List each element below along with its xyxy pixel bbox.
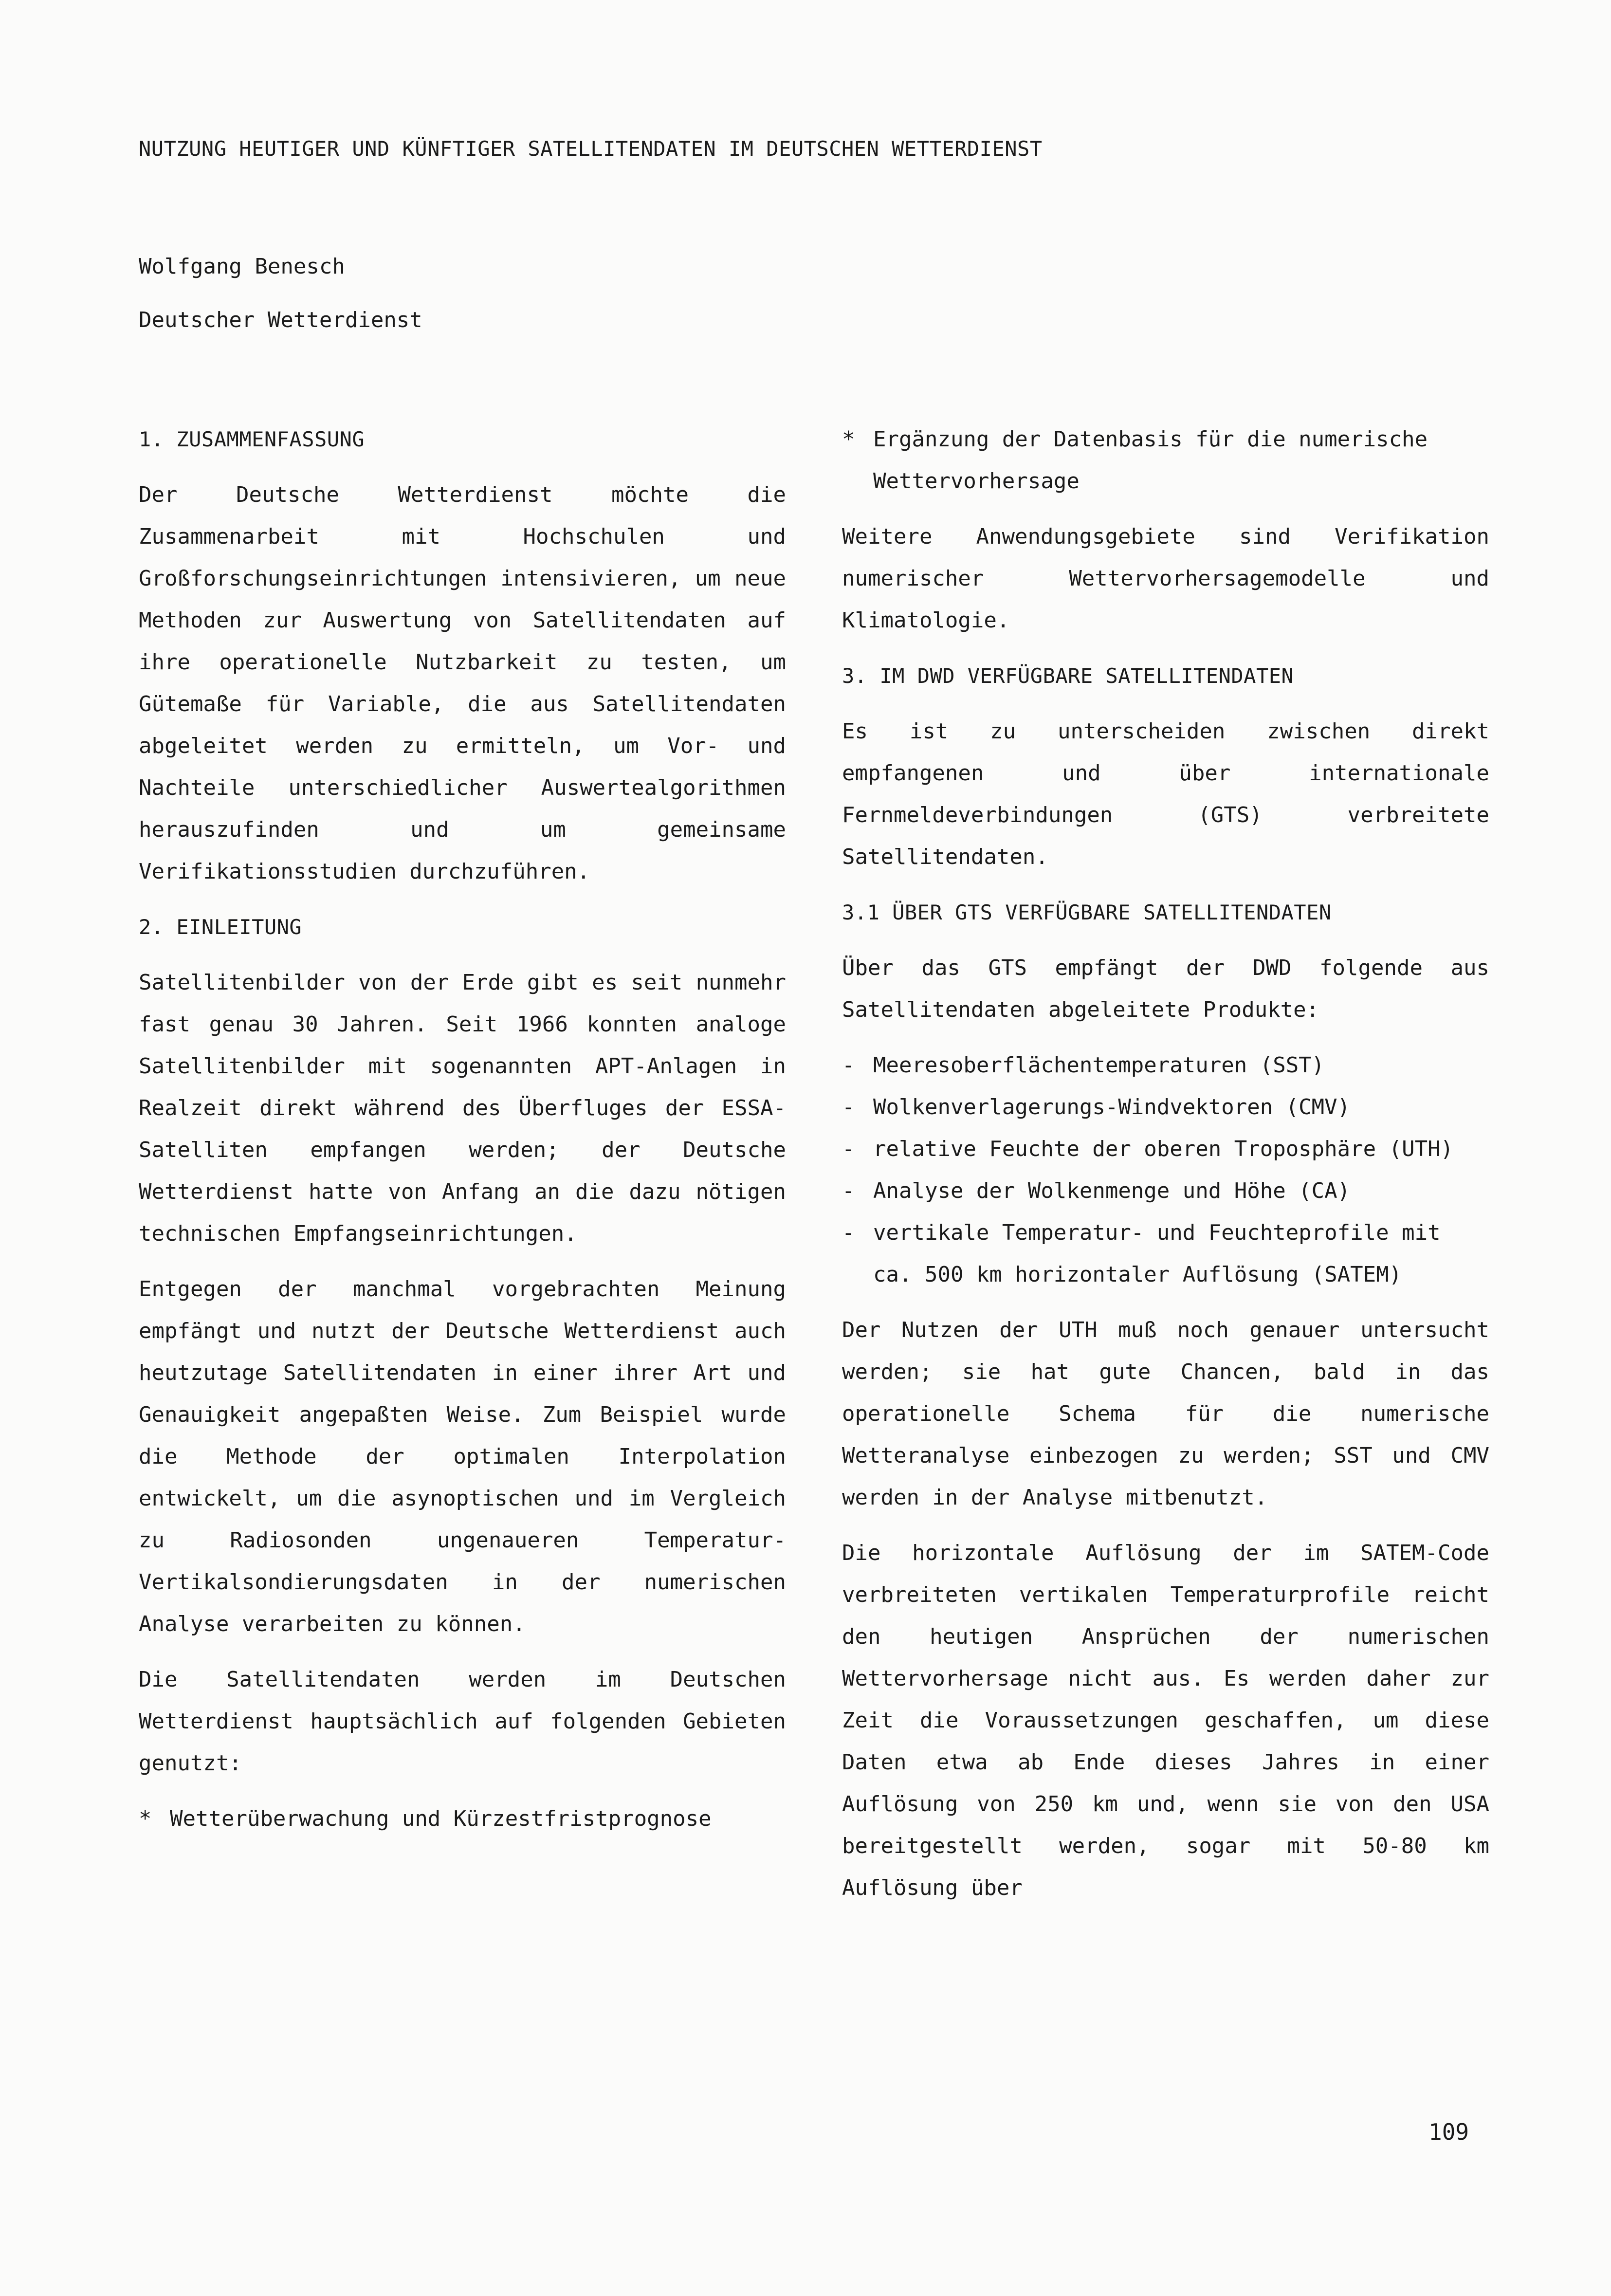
paragraph-satem: Die horizontale Auflösung der im SATEM-Code verbreiteten vertikalen Temperaturprofile reicht den heutigen Ansprüchen der numerischen Wettervorhersage nicht aus. Es werden daher zur Zeit die Voraussetzungen geschaffen, um diese Daten etwa ab Ende dieses Jahres in einer Auflösung von 250 km und, wenn sie von den USA bereitgestellt werden, sogar mit 50-80 km Auflösung über [842, 1541, 1489, 1900]
list-marker: - [842, 1178, 855, 1203]
page-number: 109 [1428, 2119, 1469, 2145]
list-item [842, 1212, 1489, 1296]
right-column [842, 419, 1489, 1923]
bullet-marker: * [139, 1806, 152, 1831]
left-column [139, 419, 786, 1854]
paragraph-gts: Über das GTS empfängt der DWD folgende aus Satellitendaten abgeleitete Produkte: [842, 955, 1489, 1022]
list-item-text: vertikale Temperatur- und Feuchteprofile mit ca. 500 km horizontaler Auflösung (SATEM) [873, 1220, 1441, 1287]
bullet-item [139, 1798, 786, 1840]
bullet-text: Ergänzung der Datenbasis für die numerische Wettervorhersage [873, 427, 1428, 494]
list-item-text: Analyse der Wolkenmenge und Höhe (CA) [873, 1178, 1351, 1203]
document-title: NUTZUNG HEUTIGER UND KÜNFTIGER SATELLITENDATEN IM DEUTSCHEN WETTERDIENST [139, 137, 1043, 161]
list-marker: - [842, 1220, 855, 1245]
subsection-heading-gts: 3.1 ÜBER GTS VERFÜGBARE SATELLITENDATEN [842, 900, 1332, 924]
list-item-text: relative Feuchte der oberen Troposphäre (UTH) [873, 1137, 1454, 1161]
section-heading-einleitung: 2. EINLEITUNG [139, 915, 302, 939]
paragraph-anwendungsgebiete: Weitere Anwendungsgebiete sind Verifikation numerischer Wettervorhersagemodelle und Klimatologie. [842, 524, 1489, 633]
list-item [842, 1045, 1489, 1086]
paragraph-einleitung-2: Entgegen der manchmal vorgebrachten Meinung empfängt und nutzt der Deutsche Wetterdienst auch heutzutage Satellitendaten in einer ihrer Art und Genauigkeit angepaßten Weise. Zum Beispiel wurde die Methode der optimalen Interpolation entwickelt, um die asynoptischen und im Vergleich zu Radiosonden ungenaueren Temperatur-Vertikalsondierungsdaten in der numerischen Analyse verarbeiten zu können. [139, 1277, 786, 1636]
list-item [842, 1170, 1489, 1212]
author-name: Wolfgang Benesch [139, 254, 345, 279]
paragraph-einleitung-3: Die Satellitendaten werden im Deutschen Wetterdienst hauptsächlich auf folgenden Gebieten genutzt: [139, 1667, 786, 1776]
section-heading-zusammenfassung: 1. ZUSAMMENFASSUNG [139, 427, 365, 451]
bullet-marker: * [842, 427, 855, 452]
list-item [842, 1086, 1489, 1128]
list-marker: - [842, 1137, 855, 1161]
author-affiliation: Deutscher Wetterdienst [139, 308, 422, 332]
list-item [842, 1128, 1489, 1170]
section-heading-verfuegbare-daten: 3. IM DWD VERFÜGBARE SATELLITENDATEN [842, 664, 1294, 688]
paragraph-uth: Der Nutzen der UTH muß noch genauer untersucht werden; sie hat gute Chancen, bald in das operationelle Schema für die numerische Wetteranalyse einbezogen zu werden; SST und CMV werden in der Analyse mitbenutzt. [842, 1318, 1489, 1510]
product-list [842, 1045, 1489, 1296]
bullet-item [842, 419, 1489, 502]
list-item-text: Meeresoberflächentemperaturen (SST) [873, 1053, 1325, 1078]
paragraph-verfuegbare-daten: Es ist zu unterscheiden zwischen direkt empfangenen und über internationale Fernmeldeverbindungen (GTS) verbreitete Satellitendaten. [842, 719, 1489, 869]
paragraph-zusammenfassung: Der Deutsche Wetterdienst möchte die Zusammenarbeit mit Hochschulen und Großforschungseinrichtungen intensivieren, um neue Methoden zur Auswertung von Satellitendaten auf ihre operationelle Nutzbarkeit zu testen, um Gütemaße für Variable, die aus Satellitendaten abgeleitet werden zu ermitteln, um Vor- und Nachteile unterschiedlicher Auswertealgorithmen herauszufinden und um gemeinsame Verifikationsstudien durchzuführen. [139, 482, 786, 884]
list-marker: - [842, 1053, 855, 1078]
bullet-text: Wetterüberwachung und Kürzestfristprognose [170, 1806, 712, 1831]
list-marker: - [842, 1095, 855, 1120]
list-item-text: Wolkenverlagerungs-Windvektoren (CMV) [873, 1095, 1351, 1120]
paragraph-einleitung-1: Satellitenbilder von der Erde gibt es seit nunmehr fast genau 30 Jahren. Seit 1966 konnten analoge Satellitenbilder mit sogenannten APT-Anlagen in Realzeit direkt während des Überfluges der ESSA-Satelliten empfangen werden; der Deutsche Wetterdienst hatte von Anfang an die dazu nötigen technischen Empfangseinrichtungen. [139, 970, 786, 1246]
